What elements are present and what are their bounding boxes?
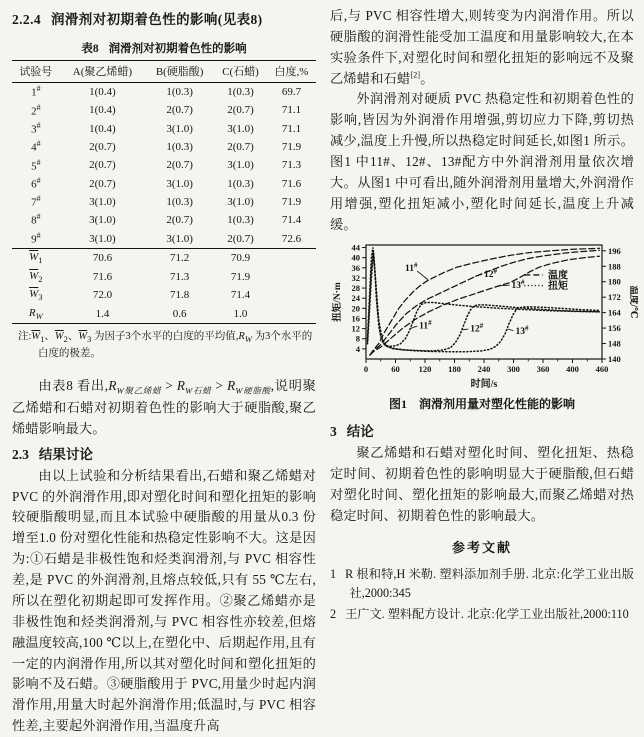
citation-2: [2] [410, 70, 420, 79]
y-right-tick-label: 172 [608, 293, 621, 303]
paragraph-continuation [330, 6, 634, 89]
cell-value: 2(0.7) [214, 138, 267, 156]
cell-value: 71.4 [267, 211, 316, 229]
paragraph-range-analysis [12, 376, 316, 440]
reference-item-1 [330, 565, 634, 603]
y-left-tick-label: 4 [356, 344, 361, 354]
cell-stat-value: 71.4 [214, 286, 267, 305]
cell-stat-label: $R_W$ [12, 305, 60, 324]
cell-run-no: 6# [12, 175, 60, 193]
table8-head [12, 61, 316, 83]
cell-value: 1(0.3) [145, 193, 214, 211]
x-tick-label: 180 [448, 364, 461, 374]
note-sub: 3 [87, 334, 91, 344]
table-row [12, 211, 316, 229]
note-wbar: $\overline{W}$ [31, 331, 40, 342]
cell-stat-value: 1.4 [60, 305, 146, 324]
figure1-caption-text: 润滑剂用量对塑化性能的影响 [419, 397, 575, 411]
cell-value: 1(0.4) [60, 120, 146, 138]
y-right-tick-label: 180 [608, 277, 621, 287]
table-row [12, 101, 316, 119]
cell-value: 3(1.0) [60, 230, 146, 249]
curve-label-13: 13# [515, 325, 529, 338]
y-right-tick-label: 164 [608, 308, 622, 318]
table8-number: 表8 [81, 43, 98, 55]
stat-row [12, 248, 316, 267]
curve-label-12: 12# [470, 323, 484, 336]
cell-value: 2(0.7) [60, 156, 146, 174]
cell-value: 2(0.7) [145, 101, 214, 119]
section-number: 3 [330, 424, 337, 439]
note-tail: 为3个水平的白度的极差。 [38, 331, 312, 359]
stat-row [12, 268, 316, 287]
cell-value: 1(0.3) [214, 211, 267, 229]
note-mid: 为因子3个水平的白度的平均值, [91, 331, 238, 342]
cell-value: 2(0.7) [145, 156, 214, 174]
p1-r: R [177, 378, 185, 393]
cell-value: 1(0.4) [60, 101, 146, 119]
header-factor-b: B(硬脂酸) [145, 61, 214, 83]
cell-run-no: 9# [12, 230, 60, 249]
y-right-tick-label: 196 [608, 246, 621, 256]
table-row [12, 156, 316, 174]
section-number: 2.2.4 [12, 12, 41, 27]
y-left-tick-label: 36 [352, 263, 361, 273]
p3-text: 后,与 PVC 相容性增大,则转变为内润滑作用。所以硬脂酸的润滑性能受加工温度和用量影响较大,在本实验条件下,对塑化时间和塑化扭矩的影响远不及聚乙烯蜡和石蜡 [330, 8, 634, 86]
cell-value: 3(1.0) [60, 193, 146, 211]
table8-header-row [12, 61, 316, 83]
table8-body [12, 83, 316, 324]
y-left-tick-label: 8 [356, 334, 360, 344]
cell-value: 71.9 [267, 193, 316, 211]
y-right-tick-label: 156 [608, 324, 621, 334]
table-row [12, 175, 316, 193]
cell-value: 1(0.4) [60, 83, 146, 102]
y-left-tick-label: 32 [352, 273, 361, 283]
curve-label-leader [508, 330, 514, 332]
table8-title-text: 润滑剂对初期着色性的影响 [109, 43, 247, 55]
cell-value: 71.1 [267, 120, 316, 138]
cell-stat-label: $\overline{W}_1$ [12, 248, 60, 267]
figure1-number: 图1 [389, 397, 407, 411]
figure1 [330, 241, 634, 412]
p1-sub: W石蜡 [185, 386, 211, 396]
stat-row [12, 286, 316, 305]
cell-stat-value: 71.9 [214, 268, 267, 287]
cell-value: 2(0.7) [214, 101, 267, 119]
cell-stat-label: $\overline{W}_2$ [12, 268, 60, 287]
cell-stat-value: 70.6 [60, 248, 146, 267]
p1-sub: W硬脂酸 [235, 386, 270, 396]
curve-label-leader [462, 330, 468, 331]
y-left-tick-label: 16 [352, 314, 361, 324]
y-left-tick-label: 44 [352, 243, 361, 253]
reference-number: 2 [330, 607, 336, 621]
y-left-tick-label: 40 [352, 253, 361, 263]
reference-item-2 [330, 605, 634, 624]
column-right [330, 6, 634, 688]
reference-text: R 根和特,H 米勒. 塑料添加剂手册. 北京:化学工业出版社,2000:345 [345, 567, 634, 600]
cell-value: 3(1.0) [60, 211, 146, 229]
note-wbar: $\overline{W}$ [78, 331, 87, 342]
cell-value: 2(0.7) [60, 175, 146, 193]
cell-stat-value [267, 305, 316, 324]
p1-lead: 由表8 看出, [38, 378, 108, 393]
curve-torque-11 [368, 248, 600, 347]
section-title: 润滑剂对初期着色性的影响(见表8) [51, 12, 263, 27]
x-tick-label: 240 [478, 364, 491, 374]
legend-label: 扭矩 [548, 280, 568, 293]
header-whiteness: 白度,% [267, 61, 316, 83]
y-left-tick-label: 20 [352, 304, 361, 314]
cell-value: 3(1.0) [145, 175, 214, 193]
figure1-plot [330, 241, 638, 391]
cell-value: 2(0.7) [60, 138, 146, 156]
cell-run-no: 7# [12, 193, 60, 211]
column-left [12, 6, 316, 688]
table8-note [18, 329, 316, 362]
p1-r: R [227, 378, 235, 393]
stat-row [12, 305, 316, 324]
p1-tail: ,说明聚乙烯蜡和石蜡对初期着色性的影响大于硬脂酸,聚乙烯蜡影响最大。 [12, 378, 316, 436]
cell-stat-value [267, 248, 316, 267]
cell-stat-value: 71.3 [145, 268, 214, 287]
note-r: R [238, 331, 244, 342]
y-left-tick-label: 28 [352, 284, 361, 294]
note-sub: 1 [40, 334, 44, 344]
references-heading: 参考文献 [330, 537, 634, 556]
cell-value: 71.3 [267, 156, 316, 174]
p1-gt: > [211, 378, 227, 393]
section-heading-23 [12, 443, 316, 463]
cell-value: 3(1.0) [145, 230, 214, 249]
cell-run-no: 8# [12, 211, 60, 229]
header-run-no: 试验号 [12, 61, 60, 83]
header-factor-c: C(石蜡) [214, 61, 267, 83]
y-right-axis-title: 温度/℃ [628, 286, 638, 319]
y-right-tick-label: 148 [608, 339, 621, 349]
table-row [12, 230, 316, 249]
table-row [12, 120, 316, 138]
cell-value: 71.1 [267, 101, 316, 119]
cell-value: 72.6 [267, 230, 316, 249]
cell-value: 2(0.7) [214, 230, 267, 249]
curve-label-13: 13# [512, 279, 526, 292]
cell-run-no: 4# [12, 138, 60, 156]
cell-stat-value: 72.0 [60, 286, 146, 305]
cell-stat-value: 0.6 [145, 305, 214, 324]
section-number: 2.3 [12, 447, 29, 462]
cell-value: 3(1.0) [145, 120, 214, 138]
cell-stat-value: 1.0 [214, 305, 267, 324]
cell-stat-value [267, 286, 316, 305]
plot-frame [366, 245, 602, 359]
reference-number: 1 [330, 567, 336, 581]
cell-value: 3(1.0) [214, 193, 267, 211]
y-left-tick-label: 12 [352, 324, 361, 334]
curve-torque-12 [368, 251, 600, 352]
cell-value: 1(0.3) [145, 138, 214, 156]
reference-text: 王广文. 塑料配方设计. 北京:化学工业出版社,2000:110 [345, 607, 629, 621]
y-left-tick-label: 24 [352, 294, 361, 304]
cell-run-no: 2# [12, 101, 60, 119]
cell-stat-value: 71.6 [60, 268, 146, 287]
x-tick-label: 460 [596, 364, 609, 374]
figure1-caption [330, 395, 634, 412]
section-heading-3 [330, 420, 634, 440]
section-title: 结论 [347, 424, 374, 439]
x-tick-label: 300 [507, 364, 520, 374]
curve-label-leader [417, 272, 428, 281]
x-tick-label: 60 [391, 364, 400, 374]
note-prefix: 注: [18, 331, 31, 342]
cell-value: 1(0.3) [145, 83, 214, 102]
cell-value: 2(0.7) [145, 211, 214, 229]
p1-gt: > [161, 378, 177, 393]
note-sep: 、 [44, 331, 55, 342]
cell-run-no: 5# [12, 156, 60, 174]
y-right-tick-label: 188 [608, 262, 621, 272]
curve-label-11: 11# [419, 320, 432, 333]
note-sub: 2 [64, 334, 68, 344]
x-tick-label: 360 [537, 364, 550, 374]
header-factor-a: A(聚乙烯蜡) [60, 61, 146, 83]
curve-label-11: 11# [405, 262, 418, 275]
cell-value: 1(0.3) [214, 83, 267, 102]
p1-r: R [108, 378, 116, 393]
y-right-tick-label: 140 [608, 354, 621, 364]
cell-stat-value: 71.2 [145, 248, 214, 267]
x-tick-label: 120 [419, 364, 432, 374]
cell-value: 69.7 [267, 83, 316, 102]
y-left-axis-title: 扭矩/N·m [331, 283, 343, 323]
section-heading-224 [12, 8, 316, 28]
x-tick-label: 0 [364, 364, 368, 374]
cell-value: 3(1.0) [214, 120, 267, 138]
table-row [12, 193, 316, 211]
cell-value: 3(1.0) [214, 156, 267, 174]
paragraph-discussion: 由以上试验和分析结果看出,石蜡和聚乙烯蜡对 PVC 的外润滑作用,即对塑化时间和塑化扭矩的影响较硬脂酸明显,而且本试验中硬脂酸的用量从0.3 份增至1.0 份对塑化性能和热稳定性影响不大。这是因为:①石蜡是非极性饱和烃类润滑剂,与 PVC 相容性差,是 PVC 的外润滑剂,且熔点较低,只有 55 ℃左右,所以在塑化初期起即可发挥作用。②聚乙烯蜡亦是非极性饱和烃类润滑剂,与 PVC 相容性亦较差,但熔融温度较高,100 ℃以上,在塑化中、后期起作用,且有一定的内润滑作用,所以其对塑化时间和塑化扭矩的影响不及石蜡。③硬脂酸用于 PVC,用量少时起内润滑作用,用量大时起外润滑作用;低温时,与 PVC 相容性差,主要起外润滑作用,当温度升高 [12, 466, 316, 737]
cell-value: 71.6 [267, 175, 316, 193]
cell-stat-label: $\overline{W}_3$ [12, 286, 60, 305]
table-row [12, 138, 316, 156]
table-row [12, 83, 316, 102]
p1-sub: W聚乙烯蜡 [117, 386, 162, 396]
table8-title [12, 40, 316, 56]
curve-label-leader [499, 286, 510, 287]
cell-stat-value: 70.9 [214, 248, 267, 267]
table8 [12, 60, 316, 324]
cell-run-no: 3# [12, 120, 60, 138]
x-axis-title: 时间/s [471, 377, 498, 390]
section-title: 结果讨论 [39, 447, 93, 462]
paragraph-conclusion: 聚乙烯蜡和石蜡对塑化时间、塑化扭矩、热稳定时间、初期着色性的影响明显大于硬脂酸,但石蜡对塑化时间、塑化扭矩的影响最大,而聚乙烯蜡对热稳定时间、初期着色性的影响最大。 [330, 443, 634, 526]
x-tick-label: 400 [566, 364, 579, 374]
legend-label: 温度 [548, 269, 568, 282]
curve-label-12: 12# [484, 268, 498, 281]
p3-tail: 。 [420, 71, 433, 86]
cell-stat-value: 71.8 [145, 286, 214, 305]
note-rsub: W [245, 334, 252, 344]
note-sep: 、 [68, 331, 79, 342]
note-wbar: $\overline{W}$ [55, 331, 64, 342]
cell-stat-value [267, 268, 316, 287]
cell-value: 71.9 [267, 138, 316, 156]
cell-run-no: 1# [12, 83, 60, 102]
cell-value: 1(0.3) [214, 175, 267, 193]
paragraph-lubricant-effect: 外润滑剂对硬质 PVC 热稳定性和初期着色性的影响,皆因为外润滑作用增强,剪切应力下降,剪切热减少,温度上升慢,所以热稳定时间延长,如图1 所示。图1 中11#、12#、13#配方中外润滑剂用量依次增大。从图1 中可看出,随外润滑剂用量增大,外润滑作用增强,塑化扭矩减小,塑化时间延长,温度上升减缓。 [330, 89, 634, 235]
